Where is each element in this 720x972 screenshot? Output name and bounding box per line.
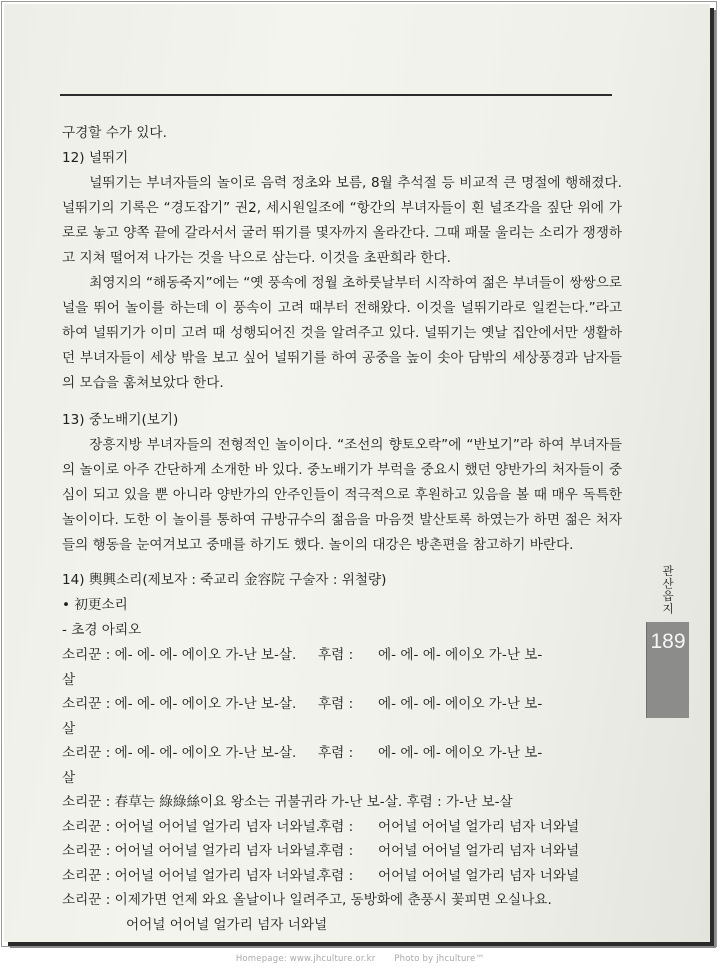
verse-chorus-label: 후렴 : [318, 745, 354, 761]
verse-line [62, 692, 622, 741]
section-13-paragraph-1: 장흥지방 부녀자들의 전형적인 놀이이다. “조선의 향토오락”에 “반보기”라 하여 부녀자들의 놀이로 아주 간단하게 소개한 바 있다. 중노배기가 부럭을 중요시 했던 양반가의 처자들이 중심이 되고 있을 뿐 아니라 양반가의 안주인들이 적극적으로 후원하고 있음을 볼 때 매우 독특한 놀이이다. 도한 이 놀이를 통하여 규방규수의 젊음을 마음껏 발산토록 하였는가 하면 젊은 처자들의 행동을 눈여겨보고 중매를 하기도 했다. 놀이의 대강은 방촌편을 참고하기 바란다. [62, 437, 622, 553]
section-12-heading: 12) 널뛰기 [62, 150, 129, 166]
section-14-subheading: - 초경 아뢰오 [62, 622, 142, 638]
chorus-label: 후렴 : [318, 818, 354, 835]
book-page [4, 4, 710, 942]
final-line: 어어널 어어널 얼가리 넘자 너와널 [126, 916, 328, 933]
section-12-paragraph-2: 최영지의 “해동죽지”에는 “옛 풍속에 정월 초하룻날부터 시작하여 젊은 부녀들이 쌍쌍으로 널을 뛰어 놀이를 하는데 이 풍속이 고려 때부터 전해왔다. 이것을 널뛰기라로 일컫는다.”라고 하여 널뛰기가 이미 고려 때 성행되어진 것을 알려주고 있다. 널뛰기는 옛날 집안에서만 생활하던 부녀자들이 세상 밖을 보고 싶어 널뛰기를 하여 공중을 높이 솟아 담밖의 세상풍경과 남자들의 모습을 훔쳐보았다 한다. [62, 275, 622, 391]
verse-chorus-label: 후렴 : [318, 647, 354, 663]
footer-homepage: Homepage: www.jhculture.or.kr [235, 954, 376, 964]
section-14-bullet: • 初更소리 [62, 597, 128, 613]
chorus-response: 어어널 어어널 얼가리 넘자 너와널 [378, 867, 580, 884]
chorus-response: 어어널 어어널 얼가리 넘자 너와널 [378, 818, 580, 835]
chorus-label: 후렴 : [318, 867, 354, 884]
chorus-response: 어어널 어어널 얼가리 넘자 너와널 [378, 843, 580, 859]
verse-chorus: 에- 에- 에- 에이오 가-난 보- [378, 647, 543, 663]
verse-chorus: 에- 에- 에- 에이오 가-난 보- [378, 696, 543, 712]
verse-caller: 소리꾼 : 에- 에- 에- 에이오 가-난 보-살. [62, 647, 297, 663]
section-12-paragraph-1: 널뛰기는 부녀자들의 놀이로 음력 정초와 보름, 8월 추석절 등 비교적 큰 명절에 행해졌다. 널뛰기의 기록은 “경도잡기” 권2, 세시원일조에 “항간의 부녀자들이 흰 널조각을 짚단 위에 가로로 놓고 양쪽 끝에 갈라서서 굴러 뛰기를 몇자까지 올라간다. 그때 패물 울리는 소리가 쟁쟁하고 지쳐 떨어져 나가는 것을 낙으로 삼는다. 이것을 초판희라 한다. [62, 175, 622, 266]
chorus-line [62, 864, 622, 889]
page-number: 189 [650, 630, 686, 653]
verse-caller: 소리꾼 : 에- 에- 에- 에이오 가-난 보-살. [62, 745, 297, 761]
verse-continuation: 살 [62, 671, 76, 688]
chorus-line [62, 839, 622, 864]
section-13-heading: 13) 중노배기(보기) [62, 412, 179, 428]
last-call-line: 소리꾼 : 이제가면 언제 와요 올날이나 일려주고, 동방화에 춘풍시 꽃피면 오실나요. [62, 892, 552, 908]
photo-footer [0, 954, 720, 964]
header-rule [60, 94, 612, 96]
chorus-caller: 소리꾼 : 어어널 어어널 얼가리 넘자 너와널. [62, 867, 321, 884]
section-14-heading: 14) 輿興소리(제보자 : 죽교리 金容院 구술자 : 위철량) [62, 572, 387, 588]
verse-continuation: 살 [62, 769, 76, 786]
section-side-label: 관산읍지 [661, 565, 675, 615]
verse-chorus-label: 후렴 : [318, 696, 354, 712]
verse-line [62, 741, 622, 790]
footer-photo-credit: Photo by jhculture™ [394, 954, 485, 964]
verse-chorus: 에- 에- 에- 에이오 가-난 보- [378, 745, 543, 761]
chorus-label: 후렴 : [318, 843, 354, 859]
chorus-caller: 소리꾼 : 어어널 어어널 얼가리 넘자 너와널. [62, 843, 321, 859]
verse-line [62, 643, 622, 692]
verse-continuation: 살 [62, 720, 76, 737]
body-text [62, 121, 622, 937]
verse-caller: 소리꾼 : 에- 에- 에- 에이오 가-난 보-살. [62, 696, 297, 712]
page-number-tab [646, 622, 689, 718]
chorus-line [62, 815, 622, 840]
chorus-caller: 소리꾼 : 어어널 어어널 얼가리 넘자 너와널. [62, 818, 321, 835]
intro-line: 구경할 수가 있다. [62, 125, 167, 141]
spring-line: 소리꾼 : 春草는 綠綠絲이요 왕소는 귀불귀라 가-난 보-살. 후렴 : 가-난 보-살 [62, 794, 513, 810]
